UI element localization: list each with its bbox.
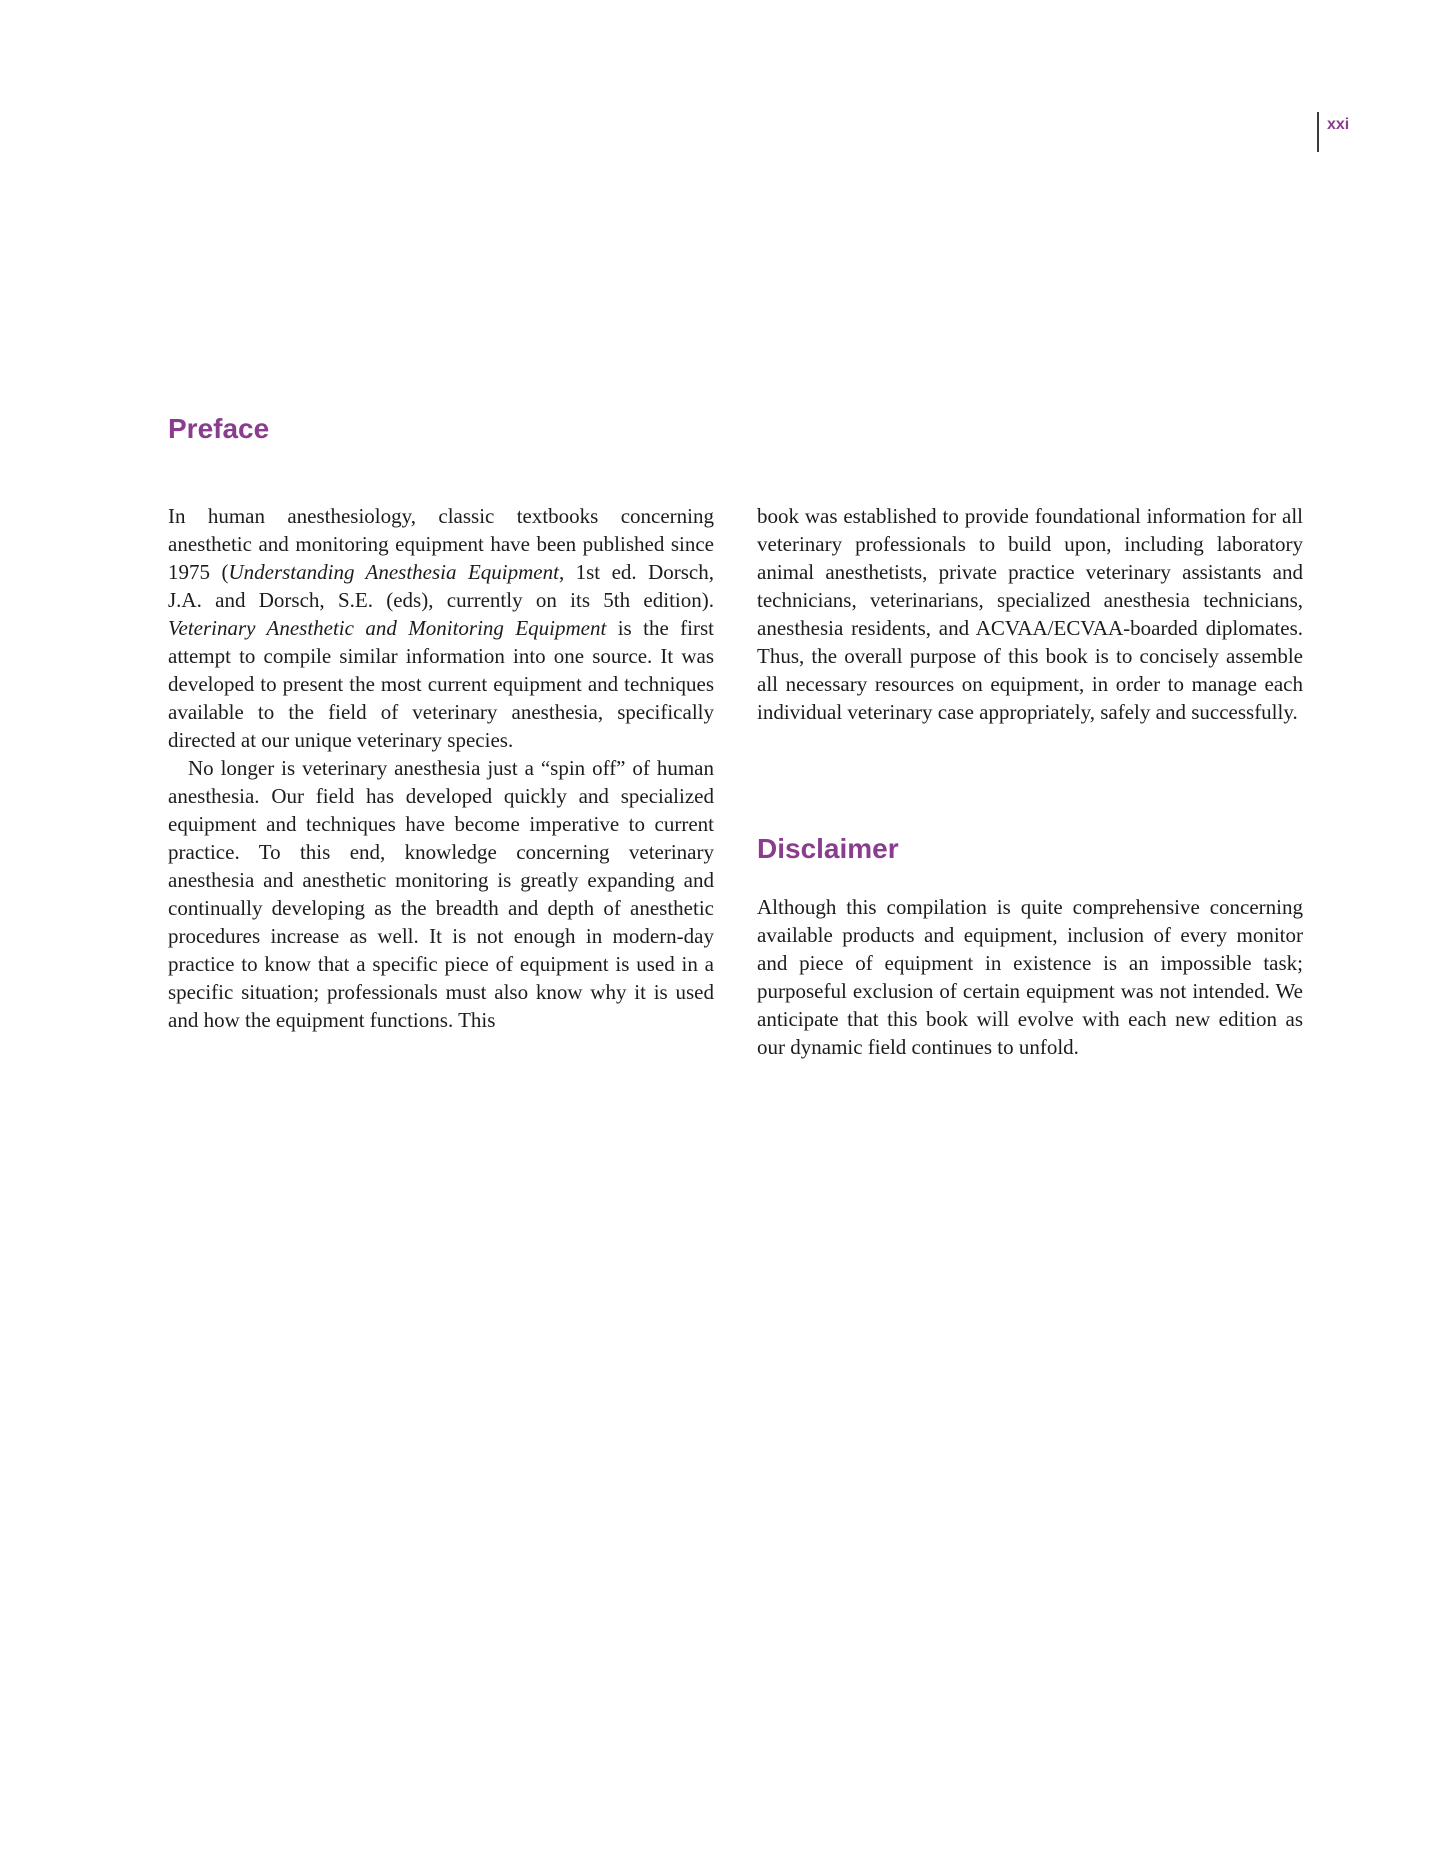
disclaimer-heading: Disclaimer — [757, 833, 899, 864]
page-number: xxi — [1327, 116, 1350, 133]
disclaimer-column — [757, 893, 1303, 1061]
preface-p1-text-1: In human anesthesiology, classic textbooks concerning anesthetic and monitoring equipment have been published since 1975 ( — [168, 504, 714, 584]
preface-heading: Preface — [168, 413, 270, 444]
page-number-marker — [1317, 112, 1349, 152]
preface-p1-book-title-1: Understanding Anesthesia Equipment — [228, 560, 559, 584]
preface-p1-text-3: is the first attempt to compile similar information into one source. It was developed to present the most current equipment and techniques available to the field of veterinary anesthesia, specifically directed at our unique veterinary species. — [168, 616, 714, 752]
preface-column-right — [757, 502, 1303, 726]
preface-p1-text-2: , 1st ed. Dorsch, J.A. and Dorsch, S.E. (eds), currently on its 5th edition). — [168, 560, 715, 612]
preface-p1-book-title-2: Veterinary Anesthetic and Monitoring Equipment — [168, 616, 607, 640]
preface-paragraph-2-part-1: No longer is veterinary anesthesia just a “spin off” of human anesthesia. Our field has developed quickly and specialized equipment and techniques have become imperative to current practice. To this end, knowledge concerning veterinary anesthesia and anesthetic monitoring is greatly expanding and continually developing as the breadth and depth of anesthetic procedures increase as well. It is not enough in modern-day practice to know that a specific piece of equipment is used in a specific situation; professionals must also know why it is used and how the equipment functions. This — [168, 756, 714, 1032]
preface-paragraph-1 — [168, 502, 714, 754]
disclaimer-paragraph: Although this compilation is quite comprehensive concerning available products and equipment, inclusion of every monitor and piece of equipment in existence is an impossible task; purposeful exclusion of certain equipment was not intended. We anticipate that this book will evolve with each new edition as our dynamic field continues to unfold. — [757, 895, 1303, 1059]
preface-paragraph-2-part-2: book was established to provide foundational information for all veterinary professionals to build upon, including laboratory animal anesthetists, private practice veterinary assistants and technicians, veterinarians, specialized anesthesia technicians, anesthesia residents, and ACVAA/ECVAA-boarded diplomates. Thus, the overall purpose of this book is to concisely assemble all necessary resources on equipment, in order to manage each individual veterinary case appropriately, safely and successfully. — [757, 504, 1303, 724]
preface-column-left — [168, 502, 714, 1034]
